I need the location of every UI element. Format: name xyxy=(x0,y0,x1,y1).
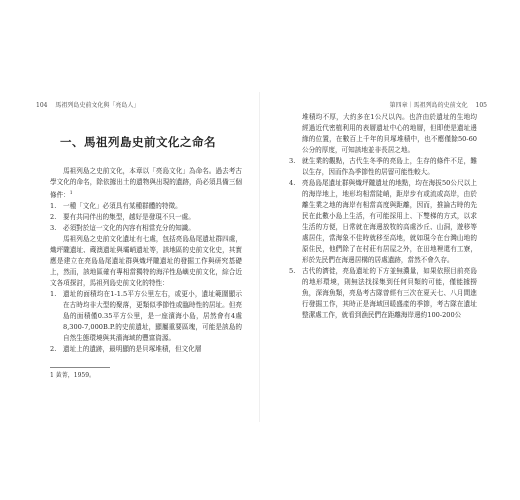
traits-list-left xyxy=(50,289,242,355)
footnote-number: 1 xyxy=(50,372,54,380)
intro-paragraph: 馬祖列島之史前文化，本章以「亮島文化」為命名。過去考古學文化的命名，除依據出土的遺物與出現的遺跡，尚必須具備三個條件：$^1$ xyxy=(50,167,242,200)
condition-item: 1. 一種「文化」必須具有某種群體的特徵。 xyxy=(50,202,182,211)
page-number-left: 104 xyxy=(36,102,48,109)
conditions-list xyxy=(50,201,242,234)
footnote-marker: 1 xyxy=(69,191,73,196)
trait-item: 1. 遺址的面積均在1-1.5平方公里左右，或更小，遺址範圍顯示在古時均非大型的聚落，更類似季節性或臨時性的居址。但亮島的面積僅0.35平方公里，是一座濱海小島，居然會有4處8,300-7,000B.P.的史前遺址，顯屬重要區塊，可能是該島的自然生態環境與其濱海域的豐富資源。 xyxy=(50,290,242,343)
running-title-right: 第四章｜馬祖列島的史前文化 xyxy=(389,102,468,109)
body-paragraph: 馬祖列島之史前文化遺址有七處，包括亮島島尾遺址群四處，熾坪隴遺址、蔵澳遺址與壩峭遺址等，該地區的史前文化史，其實應是建立在亮島島尾遺址群與熾坪隴遺址的發掘工作與研究基礎上，然而，該地區確有專相當獨特的海洋性島嶼史前文化，綜合近文各項探討，馬祖列島史前文化的特性： xyxy=(50,235,242,288)
running-header-right xyxy=(390,100,487,109)
page-gutter xyxy=(259,92,260,422)
trait-item: 3. 就生業的觀點，古代生冬季的亮島上，生存的條件不足，難以生存，因而作為季節性的居留可能性較大。 xyxy=(289,157,477,176)
trait-item: 5. 古代的濟徙，亮島遺址的下方並無濃量，如果依照目前亮島的地形環境，則無法找採集到任何貝類的可能，僅能據撈魚，深海魚類，亮島考古隊曾經有三次在夏天七、八月間進行發掘工作，其時正是海域回暖盛產的季節，考古隊在遺址整潔處工作，就看到漁民們在距離海岸邊約100-200公 xyxy=(289,267,477,319)
running-header-left xyxy=(36,100,139,109)
right-page xyxy=(289,112,477,321)
footnote-divider xyxy=(50,367,110,368)
continued-paragraph: 堆積均不厚，大約多在1公尺以內。也許由於遺址的生地均經過近代密植利用的表層遺址中心的地層，但即使是遺址邊緣的位置，在數百上千年的貝塚堆積中，也不應僅餘50-60公分的厚度，可知該地並非長居之地。 xyxy=(302,113,477,154)
trait-item: 2. 遺址上的遺跡，最明顯的是貝塚堆積，但文化層 xyxy=(50,345,202,354)
condition-item: 2. 要有共同伴出的集型，越好是發現不只一處。 xyxy=(50,213,195,222)
running-title-left: 馬祖列島史前文化與「亮島人」 xyxy=(55,102,140,109)
trait-item: 4. 亮島島尾遺址群與熾坪隴遺址的地點，均在海拔50公尺以上的海岸地上，地形均相當陡峭，距岸步有或流或高岸，由於離生業之地的海岸有相當高度與距離，因而，推論古時的先民在此數小島上生活，有可能採用上、下雙梯的方式，以求生活的方便，日常就在海邊放牧的高處沙丘、山洞，遊移等處居住，當海象不佳時就移至高地，就如現今在台灣山地的原住民，他們除了在村莊有居屋之外，在田地裡還有工寮，形於先民們在海邊居構的居處遺跡，當然不會久存。 xyxy=(289,179,477,264)
section-title: 一、馬祖列島史前文化之命名 xyxy=(60,135,216,149)
traits-list-right xyxy=(289,156,477,321)
left-page xyxy=(50,112,242,380)
page-number-right: 105 xyxy=(475,102,487,109)
footnote xyxy=(50,371,242,380)
footnote-text: 黃菁，1959。 xyxy=(55,372,96,380)
condition-item: 3. 必須對於這一文化的內容有相當充分的知識。 xyxy=(50,224,195,233)
